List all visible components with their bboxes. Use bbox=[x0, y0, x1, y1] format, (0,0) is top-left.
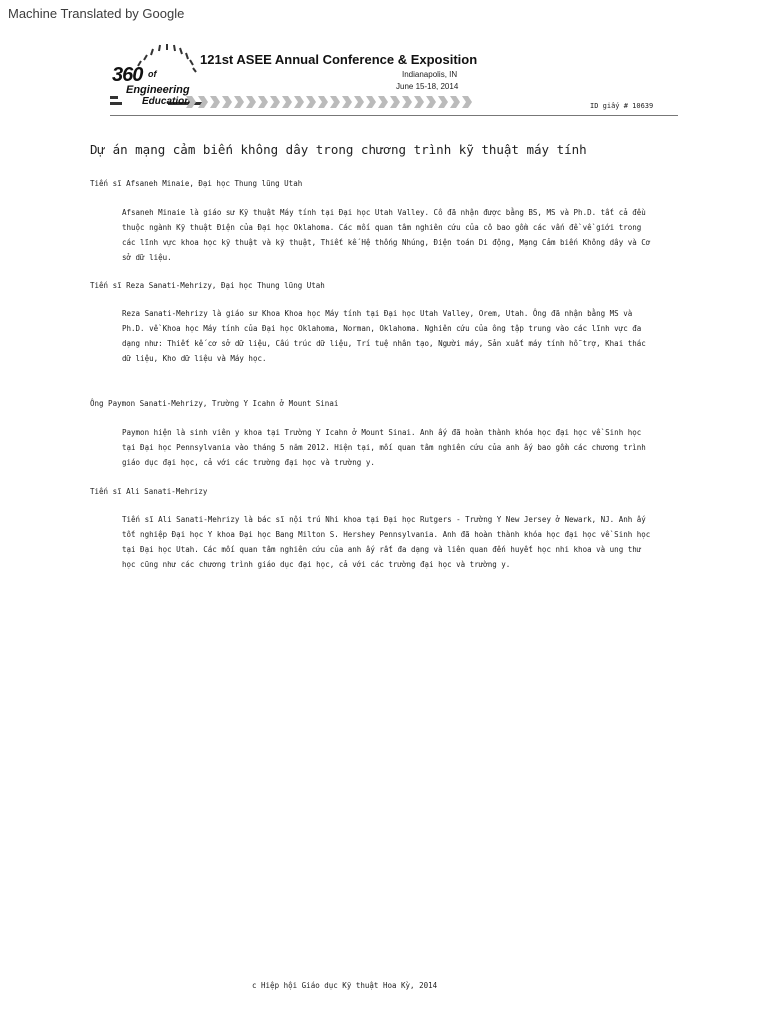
conference-title: 121st ASEE Annual Conference & Exposition bbox=[200, 52, 478, 67]
logo-360-text: 360 bbox=[112, 64, 143, 86]
logo-engineering-text: Engineering bbox=[126, 84, 190, 96]
header-rule bbox=[110, 115, 678, 116]
document-title: Dự án mạng cảm biến không dây trong chương trình kỹ thuật máy tính bbox=[90, 142, 587, 157]
author-bio: Paymon hiện là sinh viên y khoa tại Trường Y Icahn ở Mount Sinai. Anh ấy đã hoàn thành khóa học đại học về Sinh học tại Đại học Pennsylvania vào tháng 5 năm 2012. Hiện tại, mối quan tâm nghiên cứu của anh ấy bao gồm các chương trình giáo dục đại học, cả với các trường đại học và trường y. bbox=[122, 428, 646, 467]
copyright-footer: c Hiệp hội Giáo dục Kỹ thuật Hoa Kỳ, 2014 bbox=[252, 981, 438, 990]
conference-dates: June 15-18, 2014 bbox=[396, 82, 459, 91]
author-bio: Tiến sĩ Ali Sanati-Mehrizy là bác sĩ nội trú Nhi khoa tại Đại học Rutgers - Trường Y New Jersey ở Newark, NJ. Anh ấy tốt nghiệp Đại học Y khoa Đại học Bang Milton S. Hershey Pennsylvania. Anh đã hoàn thành khóa học đại học về Sinh học tại Đại học Utah. Các mối quan tâm nghiên cứu của anh ấy rất đa dạng và liên quan đến huyết học nhi khoa và ung thư học cũng như các chương trình giáo dục đại học, cả với các trường đại học và trường y. bbox=[122, 515, 651, 569]
author-name: Ông Paymon Sanati-Mehrizy, Trường Y Icahn ở Mount Sinai bbox=[90, 399, 339, 408]
logo-education-text: Education bbox=[142, 96, 191, 107]
author-bio: Reza Sanati-Mehrizy là giáo sư Khoa Khoa học Máy tính tại Đại học Utah Valley, Orem, Utah. Ông đã nhận bằng MS và Ph.D. về Khoa học Máy tính của Đại học Oklahoma, Norman, Oklahoma. Nghiên cứu của ông tập trung vào các lĩnh vực đa dạng như: Thiết kế cơ sở dữ liệu, Cấu trúc dữ liệu, Trí tuệ nhân tạo, Người máy, Sản xuất máy tính hỗ trợ, Khai thác dữ liệu, Kho dữ liệu và Máy học. bbox=[122, 309, 646, 363]
logo-of-text: of bbox=[148, 69, 157, 79]
header-stripe-decoration bbox=[186, 96, 478, 108]
author-name: Tiến sĩ Reza Sanati-Mehrizy, Đại học Thung lũng Utah bbox=[90, 281, 325, 290]
paper-id: ID giấy # 10639 bbox=[590, 102, 654, 110]
author-bio: Afsaneh Minaie là giáo sư Kỹ thuật Máy tính tại Đại học Utah Valley. Cô đã nhận được bằng BS, MS và Ph.D. tất cả đều thuộc ngành Kỹ thuật Điện của Đại học Oklahoma. Các mối quan tâm nghiên cứu của cô bao gồm các vấn đề về giới trong các lĩnh vực khoa học kỹ thuật và kỹ thuật, Thiết kế Hệ thống Nhúng, Điện toán Di động, Mạng Cảm biến Không dây và Cơ sở dữ liệu. bbox=[122, 208, 651, 262]
author-name: Tiến sĩ Afsaneh Minaie, Đại học Thung lũng Utah bbox=[90, 179, 303, 188]
machine-translation-banner: Machine Translated by Google bbox=[8, 6, 185, 21]
author-name: Tiến sĩ Ali Sanati-Mehrizy bbox=[90, 487, 208, 496]
conference-location: Indianapolis, IN bbox=[402, 70, 458, 79]
